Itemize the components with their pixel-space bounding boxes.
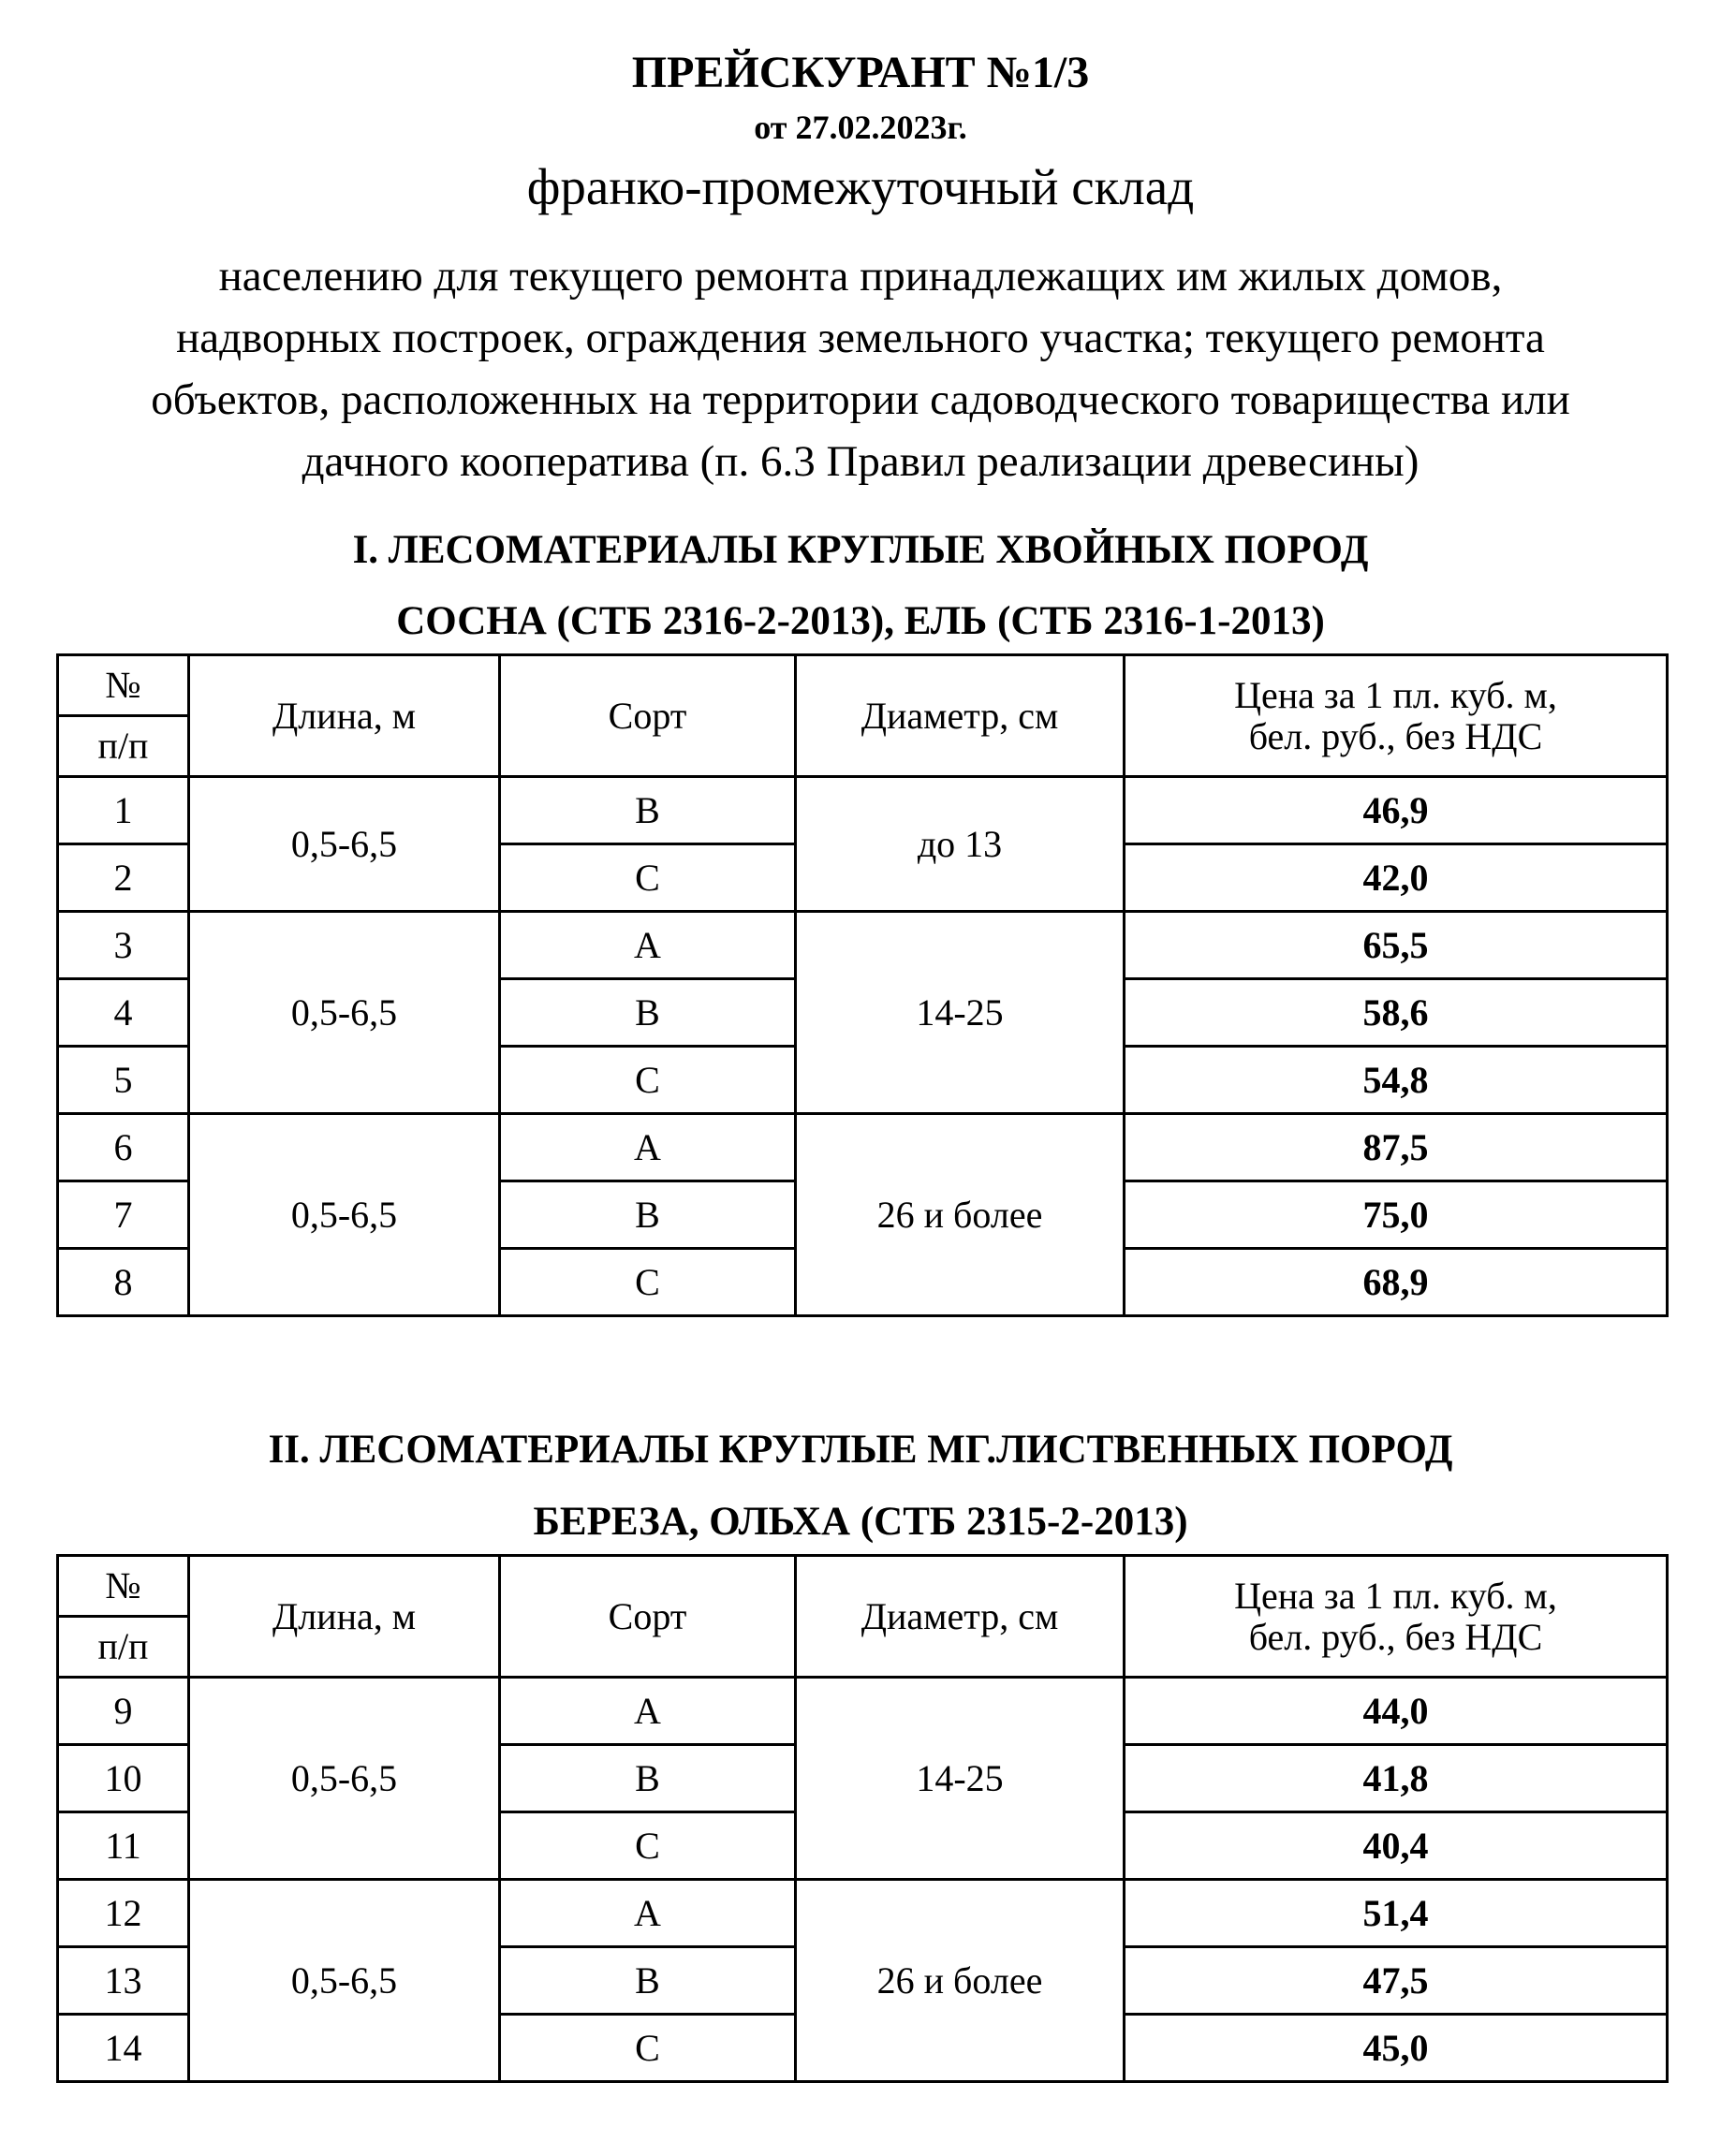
description-line: объектов, расположенных на территории садоводческого товарищества или — [151, 375, 1570, 424]
row-number: 7 — [58, 1181, 189, 1249]
price-cell: 41,8 — [1125, 1745, 1668, 1812]
grade-cell: А — [500, 1880, 796, 1947]
header-grade: Сорт — [500, 1556, 796, 1678]
price-cell: 51,4 — [1125, 1880, 1668, 1947]
grade-cell: С — [500, 844, 796, 912]
header-price-line: Цена за 1 пл. куб. м, — [1234, 673, 1557, 716]
row-number: 13 — [58, 1947, 189, 2015]
price-cell: 75,0 — [1125, 1181, 1668, 1249]
description — [37, 245, 1684, 492]
row-number: 2 — [58, 844, 189, 912]
table-row — [58, 912, 1668, 979]
row-number: 5 — [58, 1047, 189, 1114]
section-2-title: II. ЛЕСОМАТЕРИАЛЫ КРУГЛЫЕ МГ.ЛИСТВЕННЫХ ПОРОД — [268, 1428, 1453, 1472]
table-row — [58, 1880, 1668, 1947]
price-cell: 68,9 — [1125, 1249, 1668, 1316]
section-1-subtitle: СОСНА (СТБ 2316-2-2013), ЕЛЬ (СТБ 2316-1-2013) — [396, 599, 1325, 643]
row-number: 3 — [58, 912, 189, 979]
length-cell: 0,5-6,5 — [189, 1114, 500, 1316]
diameter-cell: 26 и более — [796, 1114, 1125, 1316]
row-number: 10 — [58, 1745, 189, 1812]
section-1-title: I. ЛЕСОМАТЕРИАЛЫ КРУГЛЫЕ ХВОЙНЫХ ПОРОД — [352, 528, 1369, 572]
header-grade: Сорт — [500, 655, 796, 777]
grade-cell: С — [500, 2015, 796, 2082]
price-cell: 40,4 — [1125, 1812, 1668, 1880]
row-number: 1 — [58, 777, 189, 844]
row-number: 12 — [58, 1880, 189, 1947]
header-pp: п/п — [58, 1617, 189, 1678]
price-cell: 58,6 — [1125, 979, 1668, 1047]
grade-cell: А — [500, 1678, 796, 1745]
header-diameter: Диаметр, см — [796, 655, 1125, 777]
price-cell: 87,5 — [1125, 1114, 1668, 1181]
grade-cell: В — [500, 1947, 796, 2015]
price-cell: 65,5 — [1125, 912, 1668, 979]
document-date: от 27.02.2023г. — [754, 109, 967, 146]
row-number: 4 — [58, 979, 189, 1047]
header-no: № — [58, 1556, 189, 1617]
header-price-line: Цена за 1 пл. куб. м, — [1234, 1574, 1557, 1617]
price-cell: 44,0 — [1125, 1678, 1668, 1745]
grade-cell: С — [500, 1047, 796, 1114]
section-2-subtitle: БЕРЕЗА, ОЛЬХА (СТБ 2315-2-2013) — [533, 1500, 1188, 1544]
grade-cell: В — [500, 979, 796, 1047]
diameter-cell: 26 и более — [796, 1880, 1125, 2082]
document-subtitle: франко-промежуточный склад — [526, 158, 1195, 215]
grade-cell: С — [500, 1249, 796, 1316]
grade-cell: А — [500, 1114, 796, 1181]
price-table-1 — [56, 653, 1669, 1317]
table-row — [58, 777, 1668, 844]
header-price-line: бел. руб., без НДС — [1248, 1615, 1543, 1658]
header-diameter: Диаметр, см — [796, 1556, 1125, 1678]
length-cell: 0,5-6,5 — [189, 912, 500, 1114]
length-cell: 0,5-6,5 — [189, 1678, 500, 1880]
header-no: № — [58, 655, 189, 716]
row-number: 6 — [58, 1114, 189, 1181]
price-cell: 45,0 — [1125, 2015, 1668, 2082]
header-pp: п/п — [58, 716, 189, 777]
header-price — [1125, 655, 1668, 777]
grade-cell: В — [500, 777, 796, 844]
header-length: Длина, м — [189, 1556, 500, 1678]
row-number: 14 — [58, 2015, 189, 2082]
document-title: ПРЕЙСКУРАНТ №1/3 — [631, 48, 1090, 97]
table-row — [58, 1114, 1668, 1181]
grade-cell: А — [500, 912, 796, 979]
length-cell: 0,5-6,5 — [189, 1880, 500, 2082]
diameter-cell: 14-25 — [796, 912, 1125, 1114]
price-cell: 42,0 — [1125, 844, 1668, 912]
description-line: надворных построек, ограждения земельного участка; текущего ремонта — [176, 314, 1545, 362]
header-price — [1125, 1556, 1668, 1678]
description-line: дачного кооператива (п. 6.3 Правил реализации древесины) — [302, 437, 1419, 486]
diameter-cell: 14-25 — [796, 1678, 1125, 1880]
header-price-line: бел. руб., без НДС — [1248, 714, 1543, 757]
grade-cell: С — [500, 1812, 796, 1880]
grade-cell: В — [500, 1181, 796, 1249]
length-cell: 0,5-6,5 — [189, 777, 500, 912]
price-cell: 54,8 — [1125, 1047, 1668, 1114]
row-number: 11 — [58, 1812, 189, 1880]
description-line: населению для текущего ремонта принадлежащих им жилых домов, — [218, 252, 1503, 301]
row-number: 8 — [58, 1249, 189, 1316]
grade-cell: В — [500, 1745, 796, 1812]
price-cell: 47,5 — [1125, 1947, 1668, 2015]
table-row — [58, 1678, 1668, 1745]
row-number: 9 — [58, 1678, 189, 1745]
price-cell: 46,9 — [1125, 777, 1668, 844]
price-table-2 — [56, 1554, 1669, 2083]
diameter-cell: до 13 — [796, 777, 1125, 912]
header-length: Длина, м — [189, 655, 500, 777]
